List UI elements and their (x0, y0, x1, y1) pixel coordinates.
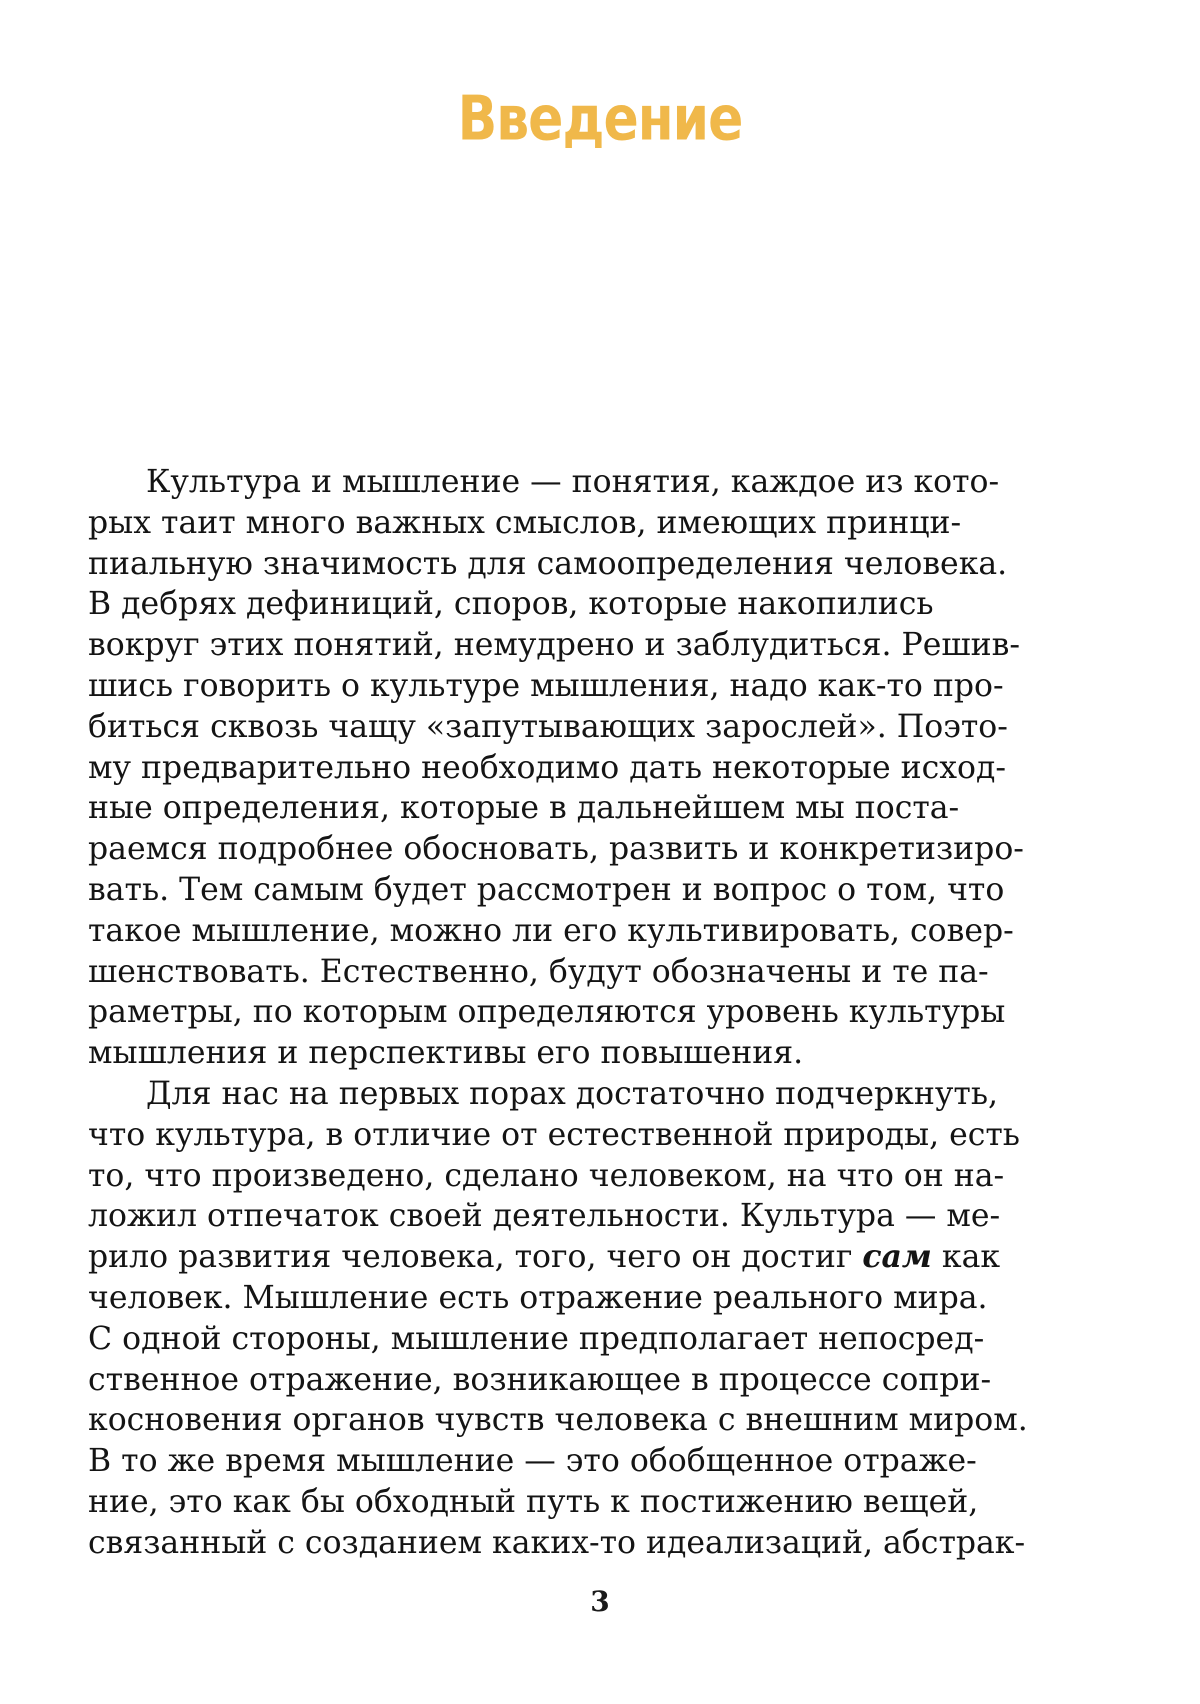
text-line: ные определения, которые в дальнейшем мы поста- (88, 790, 960, 827)
text-line: такое мышление, можно ли его культивировать, совер- (88, 912, 1014, 949)
text-line: биться сквозь чащу «запутывающих зарослей». Поэто- (88, 708, 1008, 745)
line-text-tail: как (941, 1239, 1001, 1276)
text-line: му предварительно необходимо дать некоторые исход- (88, 749, 1007, 786)
emphasis-word: сам (862, 1238, 932, 1276)
text-line: ние, это как бы обходный путь к постижению вещей, (88, 1483, 979, 1520)
text-line: шись говорить о культуре мышления, надо как-то про- (88, 667, 1004, 704)
text-line: вать. Тем самым будет рассмотрен и вопрос о том, что (88, 871, 1005, 908)
text-line: Для нас на первых порах достаточно подчеркнуть, (146, 1075, 998, 1112)
text-line: В то же время мышление — это обобщенное отраже- (88, 1443, 977, 1480)
text-line: то, что произведено, сделано человеком, на что он на- (88, 1157, 1005, 1194)
text-line: вокруг этих понятий, немудрено и заблудиться. Решив- (88, 627, 1021, 664)
body-text (88, 462, 1112, 1564)
line-text: рило развития человека, того, чего он достиг (88, 1239, 853, 1276)
text-line-with-emphasis (88, 1237, 1112, 1278)
text-line: С одной стороны, мышление предполагает непосред- (88, 1320, 985, 1357)
text-line: раметры, по которым определяются уровень культуры (88, 994, 1006, 1031)
text-line: человек. Мышление есть отражение реального мира. (88, 1279, 988, 1316)
text-line: что культура, в отличие от естественной природы, есть (88, 1116, 1020, 1153)
text-line: рых таит много важных смыслов, имеющих принци- (88, 504, 962, 541)
chapter-title: Введение (457, 84, 743, 155)
page-number: 3 (590, 1585, 610, 1618)
text-line: В дебрях дефиниций, споров, которые накопились (88, 586, 934, 623)
text-line: ственное отражение, возникающее в процессе сопри- (88, 1361, 992, 1398)
text-line: Культура и мышление — понятия, каждое из кото- (146, 464, 1000, 500)
text-line: мышления и перспективы его повышения. (88, 1035, 804, 1072)
text-line: шенствовать. Естественно, будут обозначены и те па- (88, 953, 989, 990)
text-line: связанный с созданием каких-то идеализаций, абстрак- (88, 1524, 1026, 1561)
text-line: раемся подробнее обосновать, развить и конкретизиро- (88, 831, 1024, 868)
text-line: косновения органов чувств человека с внешним миром. (88, 1402, 1028, 1439)
text-line: пиальную значимость для самоопределения человека. (88, 545, 1008, 582)
text-line: ложил отпечаток своей деятельности. Культура — ме- (88, 1198, 1001, 1235)
